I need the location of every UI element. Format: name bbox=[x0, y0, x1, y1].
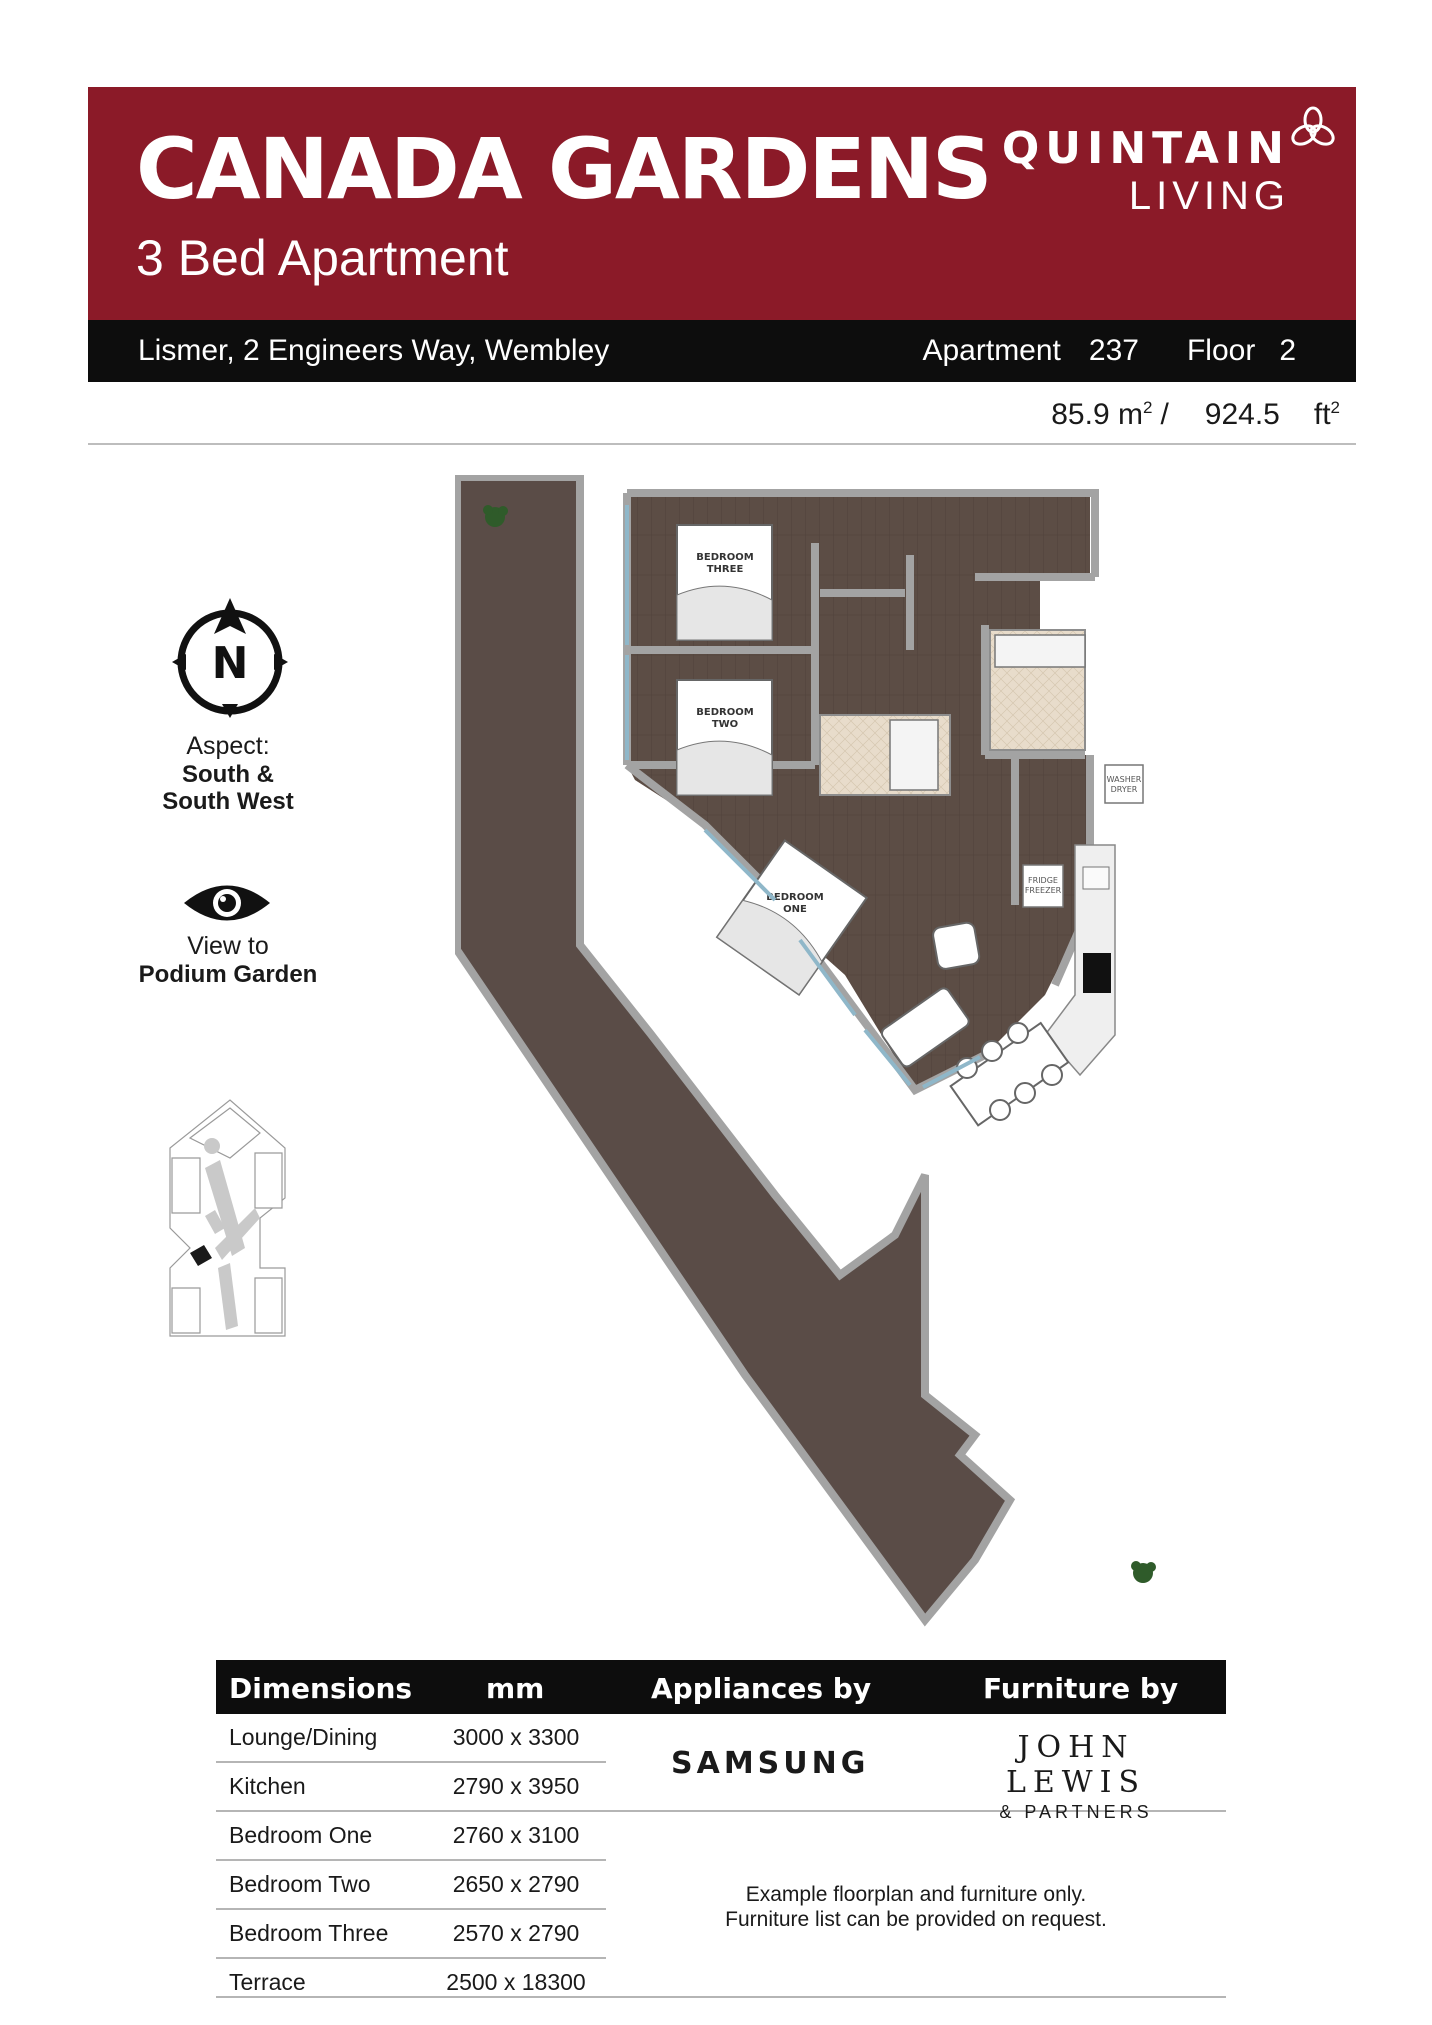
key-plan-map bbox=[160, 1098, 310, 1338]
bathtub-icon bbox=[995, 635, 1085, 667]
table-row bbox=[216, 1763, 606, 1812]
dimensions-table bbox=[216, 1660, 1226, 1995]
floor-plan bbox=[455, 475, 1270, 1635]
apartment-info bbox=[922, 334, 1296, 368]
header-furniture: Furniture by bbox=[983, 1672, 1179, 1705]
apartment-area bbox=[1051, 398, 1340, 432]
washer-label-1: WASHER bbox=[1106, 775, 1142, 784]
washer-label-2: DRYER bbox=[1110, 785, 1138, 794]
shower-icon bbox=[890, 720, 938, 790]
fridge-label-1: FRIDGE bbox=[1028, 876, 1058, 885]
fridge-label-2: FREEZER bbox=[1024, 886, 1062, 895]
brand-subname: LIVING bbox=[1128, 174, 1290, 218]
area-sqm-unit: m bbox=[1117, 398, 1143, 431]
john-lewis-logo bbox=[946, 1730, 1206, 1823]
table-header bbox=[216, 1660, 1226, 1714]
hob-icon bbox=[1083, 953, 1111, 993]
address: Lismer, 2 Engineers Way, Wembley bbox=[138, 334, 610, 367]
brand-logo bbox=[1001, 123, 1290, 218]
header-banner bbox=[88, 87, 1356, 320]
apartment-number: 237 bbox=[1088, 334, 1139, 367]
divider bbox=[88, 443, 1356, 445]
bedroom-one-label-2: ONE bbox=[783, 904, 807, 915]
room-dimensions: 2650 x 2790 bbox=[452, 1871, 580, 1897]
apartment-label: Apartment bbox=[922, 334, 1061, 367]
floor-number: 2 bbox=[1279, 334, 1296, 367]
bed-bedroom-three bbox=[677, 525, 772, 640]
area-sqft-exp: 2 bbox=[1330, 398, 1340, 417]
view-label: View to bbox=[187, 932, 269, 960]
header-dimensions: Dimensions bbox=[229, 1672, 413, 1705]
room-name: Kitchen bbox=[229, 1773, 306, 1799]
view-value: Podium Garden bbox=[138, 960, 318, 988]
room-dimensions: 2790 x 3950 bbox=[452, 1773, 580, 1799]
bedroom-two-label-1: BEDROOM bbox=[696, 707, 754, 718]
room-dimensions: 2570 x 2790 bbox=[452, 1920, 580, 1946]
area-sqm-exp: 2 bbox=[1142, 398, 1153, 417]
john-lewis-name: JOHN LEWIS bbox=[1005, 1730, 1147, 1800]
area-separator: / bbox=[1160, 398, 1169, 431]
room-name: Bedroom Three bbox=[229, 1920, 389, 1946]
area-sqm: 85.9 bbox=[1051, 398, 1110, 431]
bedroom-one-label-1: BEDROOM bbox=[766, 892, 824, 903]
sink-icon bbox=[1083, 867, 1109, 889]
plant-icon bbox=[1131, 1561, 1156, 1583]
room-name: Lounge/Dining bbox=[229, 1724, 378, 1750]
table-row bbox=[216, 1861, 606, 1910]
note-line-2: Furniture list can be provided on request. bbox=[725, 1908, 1107, 1932]
table-row bbox=[216, 1812, 606, 1861]
page-title: CANADA GARDENS bbox=[136, 120, 991, 218]
bed-bedroom-two bbox=[677, 680, 772, 795]
eye-icon bbox=[182, 880, 272, 926]
room-dimensions: 3000 x 3300 bbox=[452, 1724, 580, 1750]
view-block bbox=[110, 932, 346, 988]
furniture-note bbox=[606, 1882, 1226, 1932]
bedroom-two-label-2: TWO bbox=[711, 719, 739, 730]
note-line-1: Example floorplan and furniture only. bbox=[745, 1883, 1087, 1906]
page-subtitle: 3 Bed Apartment bbox=[136, 230, 509, 286]
area-sqft: 924.5 bbox=[1204, 398, 1280, 431]
area-sqft-unit: ft bbox=[1313, 398, 1331, 431]
samsung-logo: SAMSUNG bbox=[671, 1746, 870, 1781]
aspect-value-1: South & bbox=[182, 760, 274, 788]
header-mm: mm bbox=[486, 1672, 545, 1705]
aspect-label: Aspect: bbox=[186, 732, 270, 760]
bedroom-three-label-2: THREE bbox=[706, 564, 744, 575]
room-name: Bedroom One bbox=[229, 1822, 373, 1848]
table-row bbox=[216, 1714, 606, 1763]
room-name: Bedroom Two bbox=[229, 1871, 371, 1897]
table-bottom-divider bbox=[216, 1996, 1226, 1998]
info-bar bbox=[88, 320, 1356, 382]
brand-name: QUINTAIN bbox=[1001, 123, 1290, 174]
room-dimensions: 2760 x 3100 bbox=[452, 1822, 580, 1848]
bedroom-three-label-1: BEDROOM bbox=[696, 552, 754, 563]
aspect-block bbox=[128, 732, 328, 816]
brands-row bbox=[606, 1714, 1226, 1822]
room-name: Terrace bbox=[229, 1969, 306, 1995]
header-appliances: Appliances by bbox=[651, 1672, 872, 1705]
table-row bbox=[216, 1910, 606, 1959]
brand-trefoil-icon bbox=[1290, 105, 1336, 151]
table-row bbox=[216, 1959, 606, 2006]
compass-letter: N bbox=[211, 638, 249, 689]
washer-dryer bbox=[1105, 765, 1143, 803]
john-lewis-partners: & PARTNERS bbox=[999, 1802, 1153, 1822]
aspect-value-2: South West bbox=[162, 788, 294, 816]
floor-label: Floor bbox=[1186, 334, 1256, 367]
room-dimensions: 2500 x 18300 bbox=[446, 1969, 586, 1995]
compass-icon bbox=[172, 598, 288, 718]
